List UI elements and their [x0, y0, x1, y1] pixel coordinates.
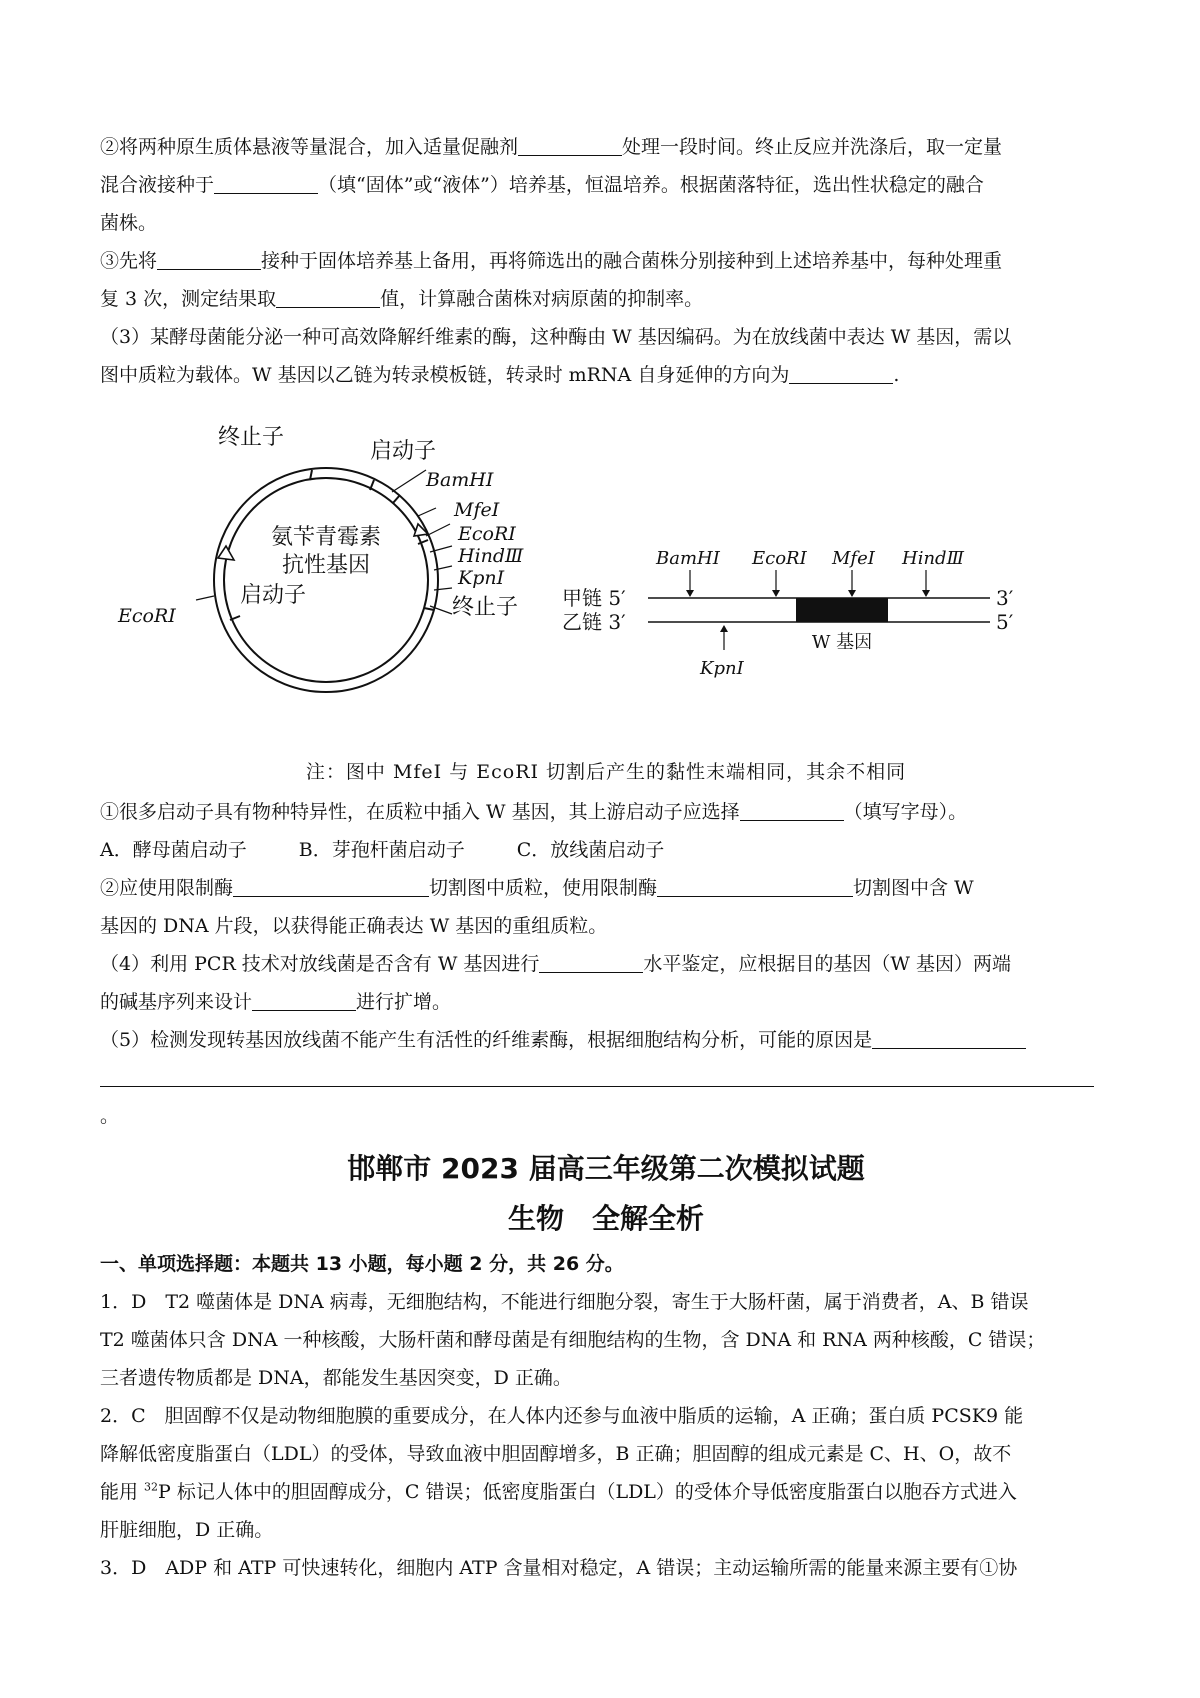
answer-blank[interactable] [740, 798, 844, 821]
q2-step3-line1: ③先将 接种于固体培养基上备用，再将筛选出的融合菌株分别接种到上述培养基中，每种处理重 [100, 242, 1112, 280]
label-chain-a: 甲链 5′ [562, 586, 626, 610]
label-dna-bamhi: BamHⅠ [656, 548, 720, 569]
label-kpni: KpnⅠ [458, 567, 505, 589]
q3-sub2-line2: 基因的 DNA 片段，以获得能正确表达 W 基因的重组质粒。 [100, 915, 608, 937]
answer-2-line2: 降解低密度脂蛋白（LDL）的受体，导致血液中胆固醇增多，B 正确；胆固醇的组成元素是 C、H、O，故不 [100, 1443, 1012, 1465]
label-terminator-top: 终止子 [218, 425, 285, 450]
answer-blank[interactable] [233, 874, 429, 897]
q2-step2-line3: 菌株。 [100, 212, 158, 234]
figure-svg [100, 400, 1112, 755]
q3-sub1: ①很多启动子具有物种特异性，在质粒中插入 W 基因，其上游启动子应选择 （填写字母）。 [100, 793, 1112, 831]
q2-step2-line1: ②将两种原生质体悬液等量混合，加入适量促融剂 处理一段时间。终止反应并洗涤后，取一定量 [100, 128, 1112, 166]
document-page [100, 128, 1112, 1587]
answer-blank[interactable] [539, 950, 643, 973]
q2-step2-line2: 混合液接种于 （填“固体”或“液体”）培养基，恒温培养。根据菌落特征，选出性状稳定的融合 [100, 166, 1112, 204]
q3-intro-line2: 图中质粒为载体。W 基因以乙链为转录模板链，转录时 mRNA 自身延伸的方向为 . [100, 356, 1112, 394]
answer-title: 邯郸市 2023 届高三年级第二次模拟试题 [347, 1152, 865, 1185]
q4-line2: 的碱基序列来设计 进行扩增。 [100, 983, 1112, 1021]
q2-step3-line2: 复 3 次，测定结果取 值，计算融合菌株对病原菌的抑制率。 [100, 280, 1112, 318]
label-promoter-left: 启动子 [240, 583, 307, 608]
q5-line1: （5）检测发现转基因放线菌不能产生有活性的纤维素酶，根据细胞结构分析，可能的原因是 [100, 1021, 1112, 1059]
label-dna-mfei: MfeⅠ [832, 548, 875, 569]
answer-blank[interactable] [157, 247, 261, 270]
promoter-arrow-icon [218, 546, 234, 560]
answer-blank[interactable] [276, 285, 380, 308]
q3-intro-line1: （3）某酵母菌能分泌一种可高效降解纤维素的酶，这种酶由 W 基因编码。为在放线菌中表达 W 基因，需以 [100, 326, 1012, 348]
answer-1-line2: T2 噬菌体只含 DNA 一种核酸，大肠杆菌和酵母菌是有细胞结构的生物，含 DNA 和 RNA 两种核酸，C 错误； [100, 1329, 1046, 1351]
label-amp-resistance-1: 氨苄青霉素 [270, 525, 382, 550]
answer-blank[interactable] [789, 361, 893, 384]
q4-line1: （4）利用 PCR 技术对放线菌是否含有 W 基因进行 水平鉴定，应根据目的基因（W 基因）两端 [100, 945, 1112, 983]
label-dna-ecori: EcoRⅠ [752, 548, 807, 569]
answer-blank[interactable] [518, 133, 622, 156]
label-chain-b-end: 5′ [996, 610, 1014, 634]
label-chain-b: 乙链 3′ [562, 610, 626, 634]
label-hindiii: HindⅢ [458, 545, 524, 567]
plasmid-and-dna-figure [100, 400, 1112, 755]
label-ecori-left: EcoRⅠ [118, 605, 176, 627]
label-amp-resistance-2: 抗性基因 [281, 553, 371, 578]
label-dna-hindiii: HindⅢ [902, 548, 964, 569]
label-w-gene: W 基因 [811, 632, 873, 653]
answer-3-line1: 3．D ADP 和 ATP 可快速转化，细胞内 ATP 含量相对稳定，A 错误；主动运输所需的能量来源主要有①协 [100, 1557, 1018, 1579]
label-terminator-bottom: 终止子 [452, 595, 519, 620]
option-c[interactable]: C．放线菌启动子 [516, 839, 665, 861]
label-promoter-top: 启动子 [370, 439, 437, 464]
label-chain-a-end: 3′ [996, 586, 1014, 610]
q3-options [100, 831, 1112, 869]
answer-blank[interactable] [872, 1026, 1026, 1049]
answer-blank[interactable] [214, 171, 318, 194]
answer-blank[interactable] [252, 988, 356, 1011]
answer-subtitle: 生物 全解全析 [507, 1202, 704, 1235]
answer-1-line1: 1．D T2 噬菌体是 DNA 病毒，无细胞结构，不能进行细胞分裂，寄生于大肠杆菌，属于消费者，A、B 错误 [100, 1291, 1029, 1313]
section-heading: 一、单项选择题：本题共 13 小题，每小题 2 分，共 26 分。 [100, 1253, 624, 1275]
answer-2-line4: 肝脏细胞，D 正确。 [100, 1519, 274, 1541]
figure-note: 注：图中 MfeⅠ 与 EcoRⅠ 切割后产生的黏性末端相同，其余不相同 [305, 761, 907, 783]
answer-blank[interactable] [657, 874, 853, 897]
w-gene-block [796, 598, 888, 622]
answer-blank-long[interactable] [100, 1064, 1094, 1087]
answer-1-line3: 三者遗传物质都是 DNA，都能发生基因突变，D 正确。 [100, 1367, 572, 1389]
label-mfei: MfeⅠ [454, 499, 500, 521]
option-b[interactable]: B．芽孢杆菌启动子 [298, 839, 465, 861]
plasmid-outer-ring [214, 468, 438, 692]
q3-sub2-line1: ②应使用限制酶 切割图中质粒，使用限制酶 切割图中含 W [100, 869, 1112, 907]
q5-line2: 。 [100, 1059, 1112, 1135]
answer-2-line3: 能用 $^{32}$P 标记人体中的胆固醇成分，C 错误；低密度脂蛋白（LDL）的受体介导低密度脂蛋白以胞吞方式进入 [100, 1480, 1017, 1503]
option-a[interactable]: A．酵母菌启动子 [100, 839, 247, 861]
answer-2-line1: 2．C 胆固醇不仅是动物细胞膜的重要成分，在人体内还参与血液中脂质的运输，A 正确；蛋白质 PCSK9 能 [100, 1405, 1024, 1427]
plasmid-inner-ring [224, 478, 428, 682]
label-ecori-right: EcoRⅠ [458, 523, 516, 545]
label-bamhi: BamHⅠ [426, 469, 494, 491]
label-dna-kpni: KpnⅠ [700, 658, 744, 679]
